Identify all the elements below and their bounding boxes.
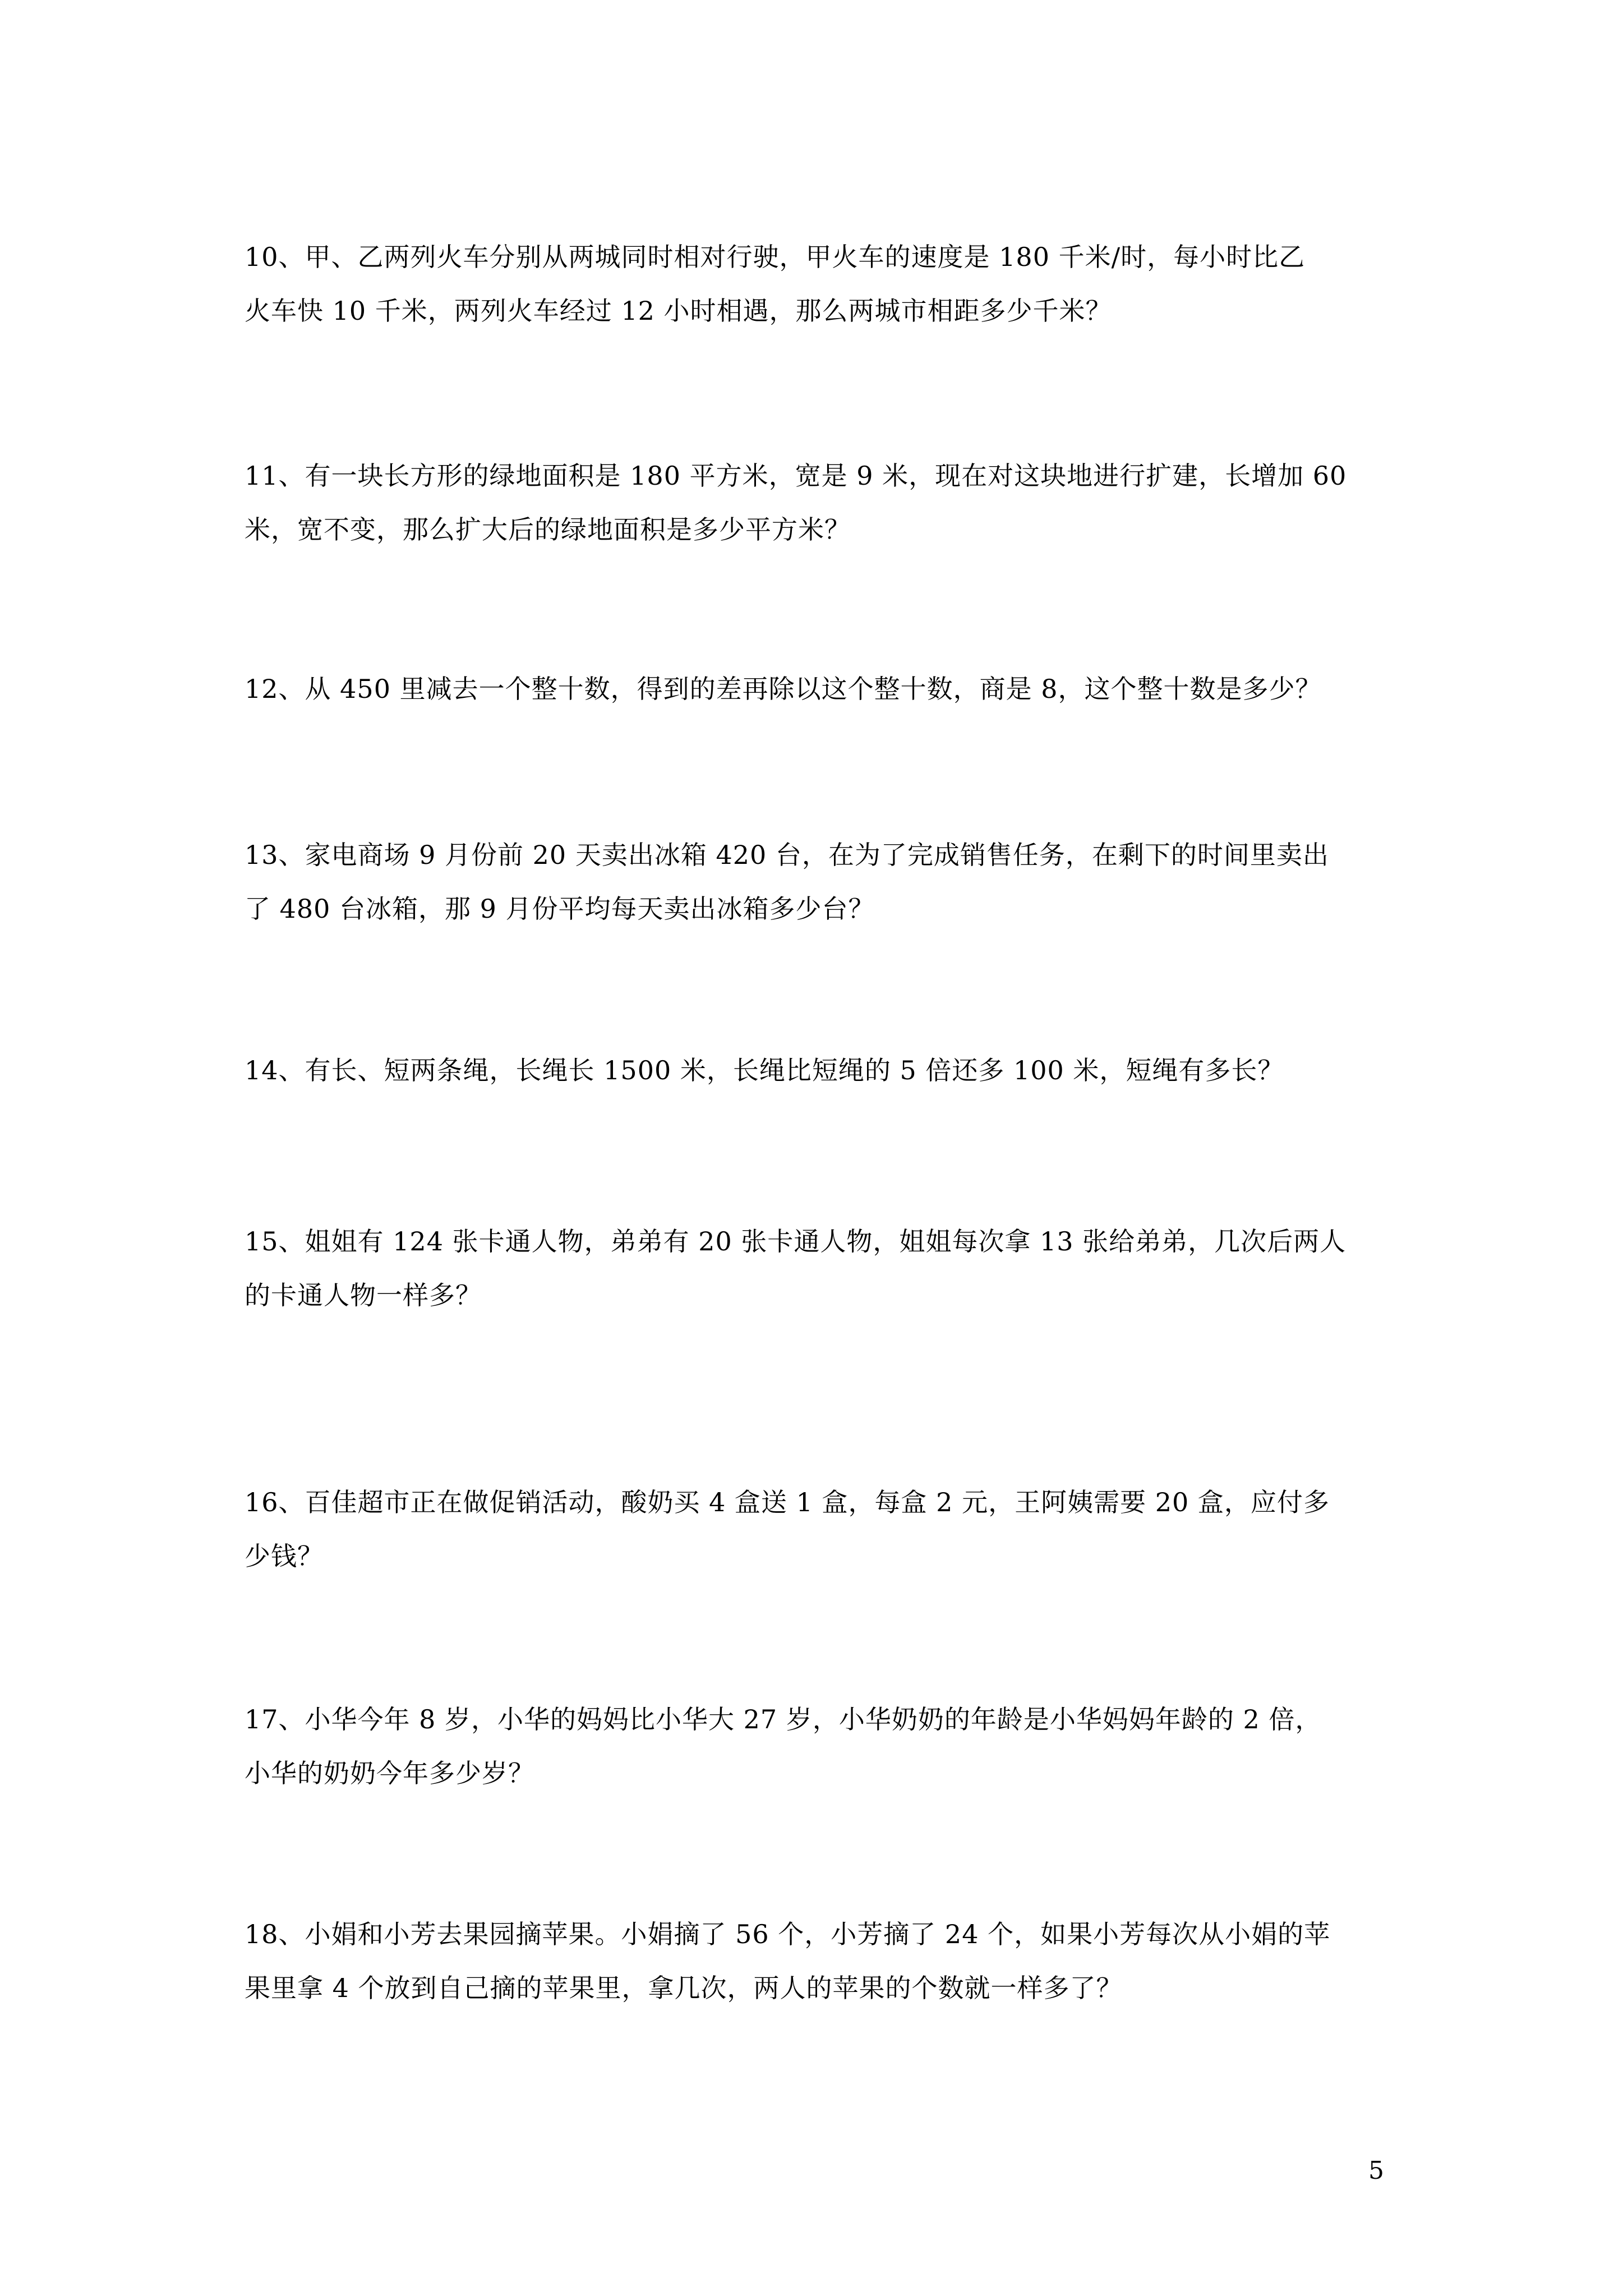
problem-14 (245, 1043, 1389, 1097)
problem-12 (245, 662, 1389, 716)
problem-14-line-1: 14、有长、短两条绳，长绳长 1500 米，长绳比短绳的 5 倍还多 100 米，短绳有多长？ (245, 1055, 1284, 1085)
problem-11-line-1: 11、有一块长方形的绿地面积是 180 平方米，宽是 9 米，现在对这块地进行扩建，长增加 60 (245, 461, 1347, 491)
problem-16 (245, 1475, 1389, 1583)
problem-11-line-2: 米，宽不变，那么扩大后的绿地面积是多少平方米？ (245, 514, 851, 545)
problem-18-line-2: 果里拿 4 个放到自己摘的苹果里，拿几次，两人的苹果的个数就一样多了？ (245, 1973, 1123, 2003)
problem-17-line-2: 小华的奶奶今年多少岁？ (245, 1758, 534, 1788)
problem-18-line-1: 18、小娟和小芳去果园摘苹果。小娟摘了 56 个，小芳摘了 24 个，如果小芳每次从小娟的苹 (245, 1919, 1331, 1949)
problem-10 (245, 230, 1389, 338)
problem-17 (245, 1692, 1389, 1800)
problem-13-line-2: 了 480 台冰箱，那 9 月份平均每天卖出冰箱多少台？ (245, 894, 875, 924)
problem-18 (245, 1907, 1389, 2015)
problem-10-line-1: 10、甲、乙两列火车分别从两城同时相对行驶，甲火车的速度是 180 千米/时，每小时比乙 (245, 242, 1306, 272)
problem-13-line-1: 13、家电商场 9 月份前 20 天卖出冰箱 420 台，在为了完成销售任务，在剩下的时间里卖出 (245, 840, 1329, 870)
page-number: 5 (1368, 2156, 1384, 2185)
problem-17-line-1: 17、小华今年 8 岁，小华的妈妈比小华大 27 岁，小华奶奶的年龄是小华妈妈年龄的 2 倍， (245, 1704, 1322, 1734)
problem-13 (245, 828, 1389, 936)
problem-15 (245, 1214, 1389, 1322)
problem-15-line-2: 的卡通人物一样多？ (245, 1280, 482, 1310)
problem-10-line-2: 火车快 10 千米，两列火车经过 12 小时相遇，那么两城市相距多少千米？ (245, 296, 1112, 326)
problem-16-line-1: 16、百佳超市正在做促销活动，酸奶买 4 盒送 1 盒，每盒 2 元，王阿姨需要 20 盒，应付多 (245, 1487, 1330, 1517)
problem-16-line-2: 少钱？ (245, 1541, 324, 1571)
problem-15-line-1: 15、姐姐有 124 张卡通人物，弟弟有 20 张卡通人物，姐姐每次拿 13 张给弟弟，几次后两人 (245, 1226, 1347, 1257)
problem-11 (245, 449, 1389, 556)
problem-12-line-1: 12、从 450 里减去一个整十数，得到的差再除以这个整十数，商是 8，这个整十数是多少？ (245, 674, 1322, 704)
